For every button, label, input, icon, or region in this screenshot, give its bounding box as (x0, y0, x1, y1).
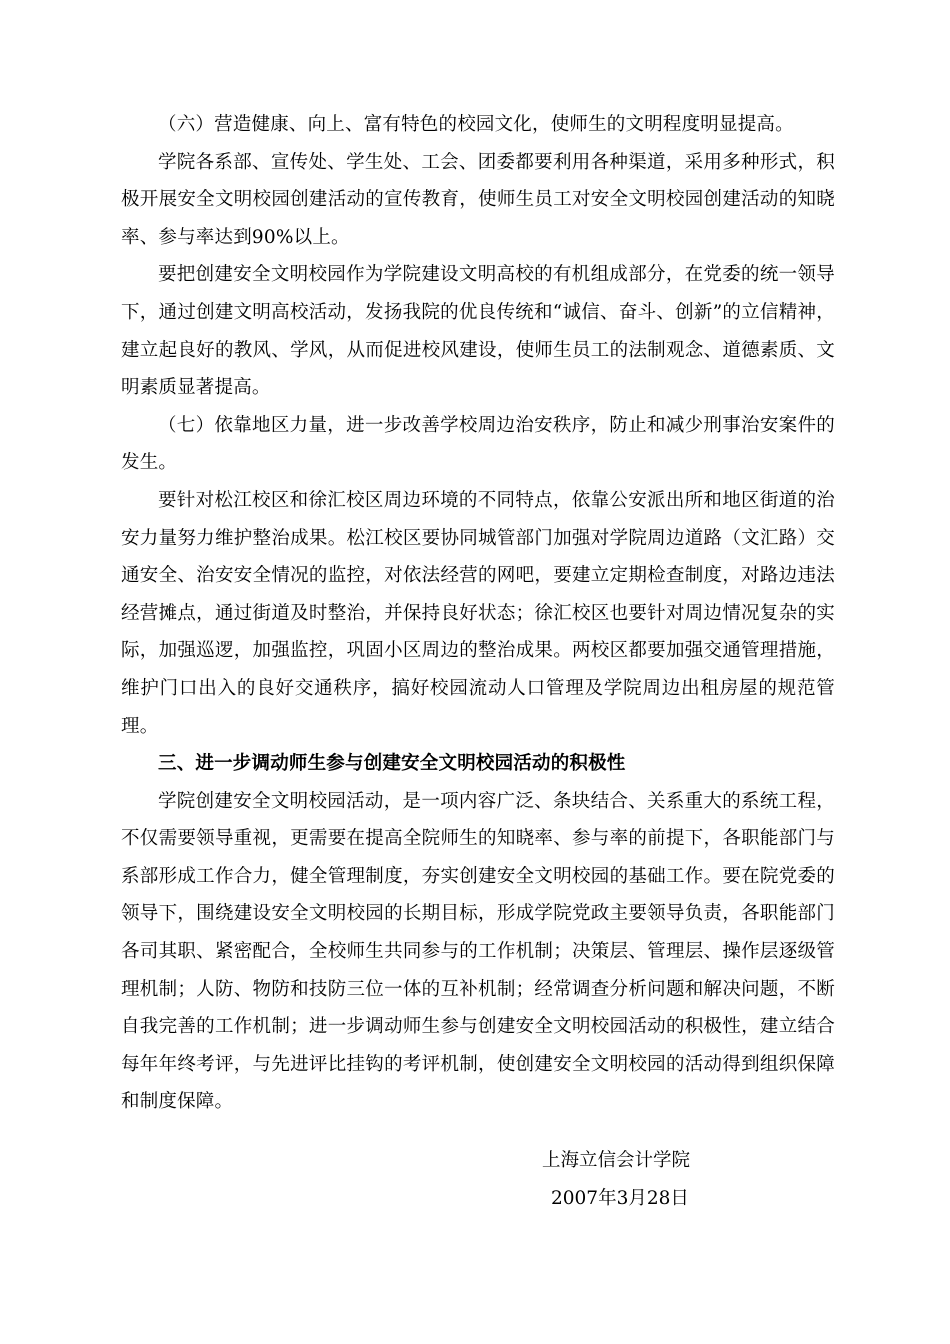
paragraph-publicity: 学院各系部、宣传处、学生处、工会、团委都要利用各种渠道，采用多种形式，积极开展安全文明校园创建活动的宣传教育，使师生员工对安全文明校园创建活动的知晓率、参与率达到90%以上。 (121, 151, 835, 248)
section-3-heading: 三、进一步调动师生参与创建安全文明校园活动的积极性 (158, 753, 626, 775)
paragraph-7-title: （七）依靠地区力量，进一步改善学校周边治安秩序，防止和减少刑事治安案件的发生。 (121, 414, 835, 474)
document-body (121, 106, 835, 1121)
paragraph-mechanism: 学院创建安全文明校园活动，是一项内容广泛、条块结合、关系重大的系统工程，不仅需要领导重视，更需要在提高全院师生的知晓率、参与率的前提下，各职能部门与系部形成工作合力，健全管理制度，夯实创建安全文明校园的基础工作。要在院党委的领导下，围绕建设安全文明校园的长期目标，形成学院党政主要领导负责，各职能部门各司其职、紧密配合，全校师生共同参与的工作机制；决策层、管理层、操作层逐级管理机制；人防、物防和技防三位一体的互补机制；经常调查分析问题和解决问题，不断自我完善的工作机制；进一步调动师生参与创建安全文明校园活动的积极性，建立结合每年年终考评，与先进评比挂钩的考评机制，使创建安全文明校园的活动得到组织保障和制度保障。 (121, 790, 835, 1113)
signature-organization: 上海立信会计学院 (542, 1150, 691, 1171)
signature-block (538, 1142, 738, 1217)
signature-date: 2007年3月28日 (551, 1187, 689, 1209)
paragraph-6-title: （六）营造健康、向上、富有特色的校园文化，使师生的文明程度明显提高。 (158, 114, 794, 135)
paragraph-civilization: 要把创建安全文明校园作为学院建设文明高校的有机组成部分，在党委的统一领导下，通过创建文明高校活动，发扬我院的优良传统和“诚信、奋斗、创新”的立信精神，建立起良好的教风、学风，从而促进校风建设，使师生员工的法制观念、道德素质、文明素质显著提高。 (121, 264, 835, 399)
paragraph-campus-security: 要针对松江校区和徐汇校区周边环境的不同特点，依靠公安派出所和地区街道的治安力量努力维护整治成果。松江校区要协同城管部门加强对学院周边道路（文汇路）交通安全、治安安全情况的监控，对依法经营的网吧，要建立定期检查制度，对路边违法经营摊点，通过街道及时整治，并保持良好状态；徐汇校区也要针对周边情况复杂的实际，加强巡逻，加强监控，巩固小区周边的整治成果。两校区都要加强交通管理措施，维护门口出入的良好交通秩序，搞好校园流动人口管理及学院周边出租房屋的规范管理。 (121, 489, 835, 737)
